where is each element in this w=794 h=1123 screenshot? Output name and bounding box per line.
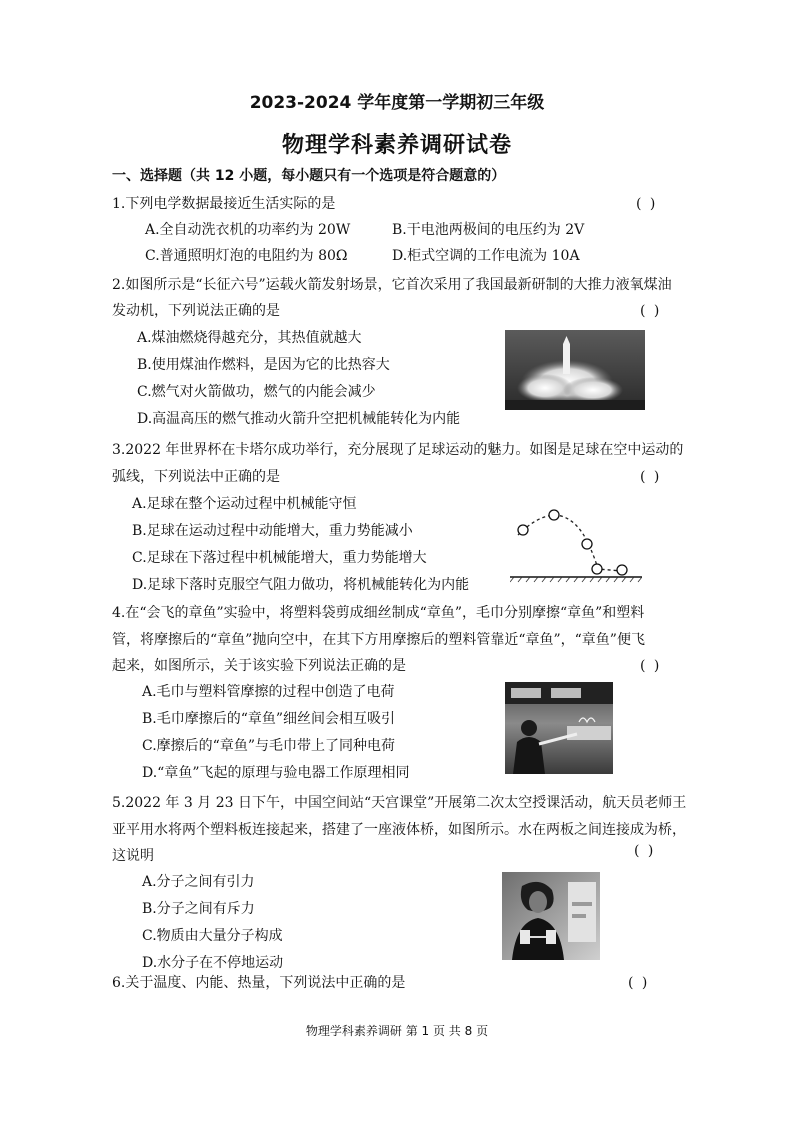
section-heading: 一、选择题（共 12 小题，每小题只有一个选项是符合题意的）	[112, 168, 506, 184]
question-4-option-d: D.“章鱼”飞起的原理与验电器工作原理相同	[142, 765, 410, 781]
page-footer: 物理学科素养调研 第 1 页 共 8 页	[305, 1024, 489, 1038]
question-4-stem-line-1: 4.在“会飞的章鱼”实验中，将塑料袋剪成细丝制成“章鱼”，毛巾分别摩擦“章鱼”和塑料	[112, 605, 645, 621]
question-3-stem-line-1: 3.2022 年世界杯在卡塔尔成功举行，充分展现了足球运动的魅力。如图是足球在空中运动的	[112, 442, 684, 458]
question-4-stem-line-3: 起来，如图所示，关于该实验下列说法正确的是	[112, 658, 406, 674]
question-1-answer-bracket: ( )	[636, 196, 658, 212]
question-2-answer-bracket: ( )	[640, 303, 662, 319]
question-5-stem-line-1: 5.2022 年 3 月 23 日下午，中国空间站“天宫课堂”开展第二次太空授课活动，航天员老师王	[112, 795, 687, 811]
question-5-option-a: A.分子之间有引力	[142, 874, 255, 890]
question-1-option-a: A.全自动洗衣机的功率约为 20W	[145, 222, 351, 238]
question-3-option-d: D.足球下落时克服空气阻力做功，将机械能转化为内能	[132, 577, 470, 593]
question-2-stem-line-2: 发动机，下列说法正确的是	[112, 303, 280, 319]
flying-octopus-photo	[505, 682, 613, 774]
exam-title-line1: 2023-2024 学年度第一学期初三年级	[249, 93, 545, 113]
question-3-answer-bracket: ( )	[640, 469, 662, 485]
question-4-stem-line-2: 管，将摩擦后的“章鱼”抛向空中，在其下方用摩擦后的塑料管靠近“章鱼”，“章鱼”便飞	[112, 632, 645, 648]
question-2-option-d: D.高温高压的燃气推动火箭升空把机械能转化为内能	[137, 411, 461, 427]
question-2-option-a: A.煤油燃烧得越充分，其热值就越大	[137, 330, 362, 346]
question-6-stem: 6.关于温度、内能、热量，下列说法中正确的是	[112, 975, 406, 991]
question-5-option-b: B.分子之间有斥力	[142, 901, 255, 917]
question-2-option-b: B.使用煤油作燃料，是因为它的比热容大	[137, 357, 390, 373]
football-trajectory-diagram	[510, 505, 642, 590]
question-5-answer-bracket: ( )	[634, 843, 656, 859]
question-5-option-d: D.水分子在不停地运动	[142, 955, 284, 971]
question-4-option-b: B.毛巾摩擦后的“章鱼”细丝间会相互吸引	[142, 711, 396, 727]
tiangong-classroom-photo	[502, 872, 600, 960]
question-1-option-d: D.柜式空调的工作电流为 10A	[392, 248, 580, 264]
question-4-option-a: A.毛巾与塑料管摩擦的过程中创造了电荷	[142, 684, 395, 700]
question-5-stem-line-2: 亚平用水将两个塑料板连接起来，搭建了一座液体桥，如图所示。水在两板之间连接成为桥，	[112, 822, 686, 838]
exam-title-line2: 物理学科素养调研试卷	[281, 133, 512, 158]
rocket-launch-photo	[505, 330, 645, 410]
question-2-option-c: C.燃气对火箭做功，燃气的内能会减少	[137, 384, 376, 400]
question-3-stem-line-2: 弧线，下列说法中正确的是	[112, 469, 280, 485]
question-3-option-c: C.足球在下落过程中机械能增大，重力势能增大	[132, 550, 427, 566]
question-1-option-b: B.干电池两极间的电压约为 2V	[392, 222, 585, 238]
question-3-option-b: B.足球在运动过程中动能增大，重力势能减小	[132, 523, 413, 539]
question-3-option-a: A.足球在整个运动过程中机械能守恒	[132, 496, 357, 512]
question-4-option-c: C.摩擦后的“章鱼”与毛巾带上了同种电荷	[142, 738, 395, 754]
question-6-answer-bracket: ( )	[628, 975, 650, 991]
question-5-option-c: C.物质由大量分子构成	[142, 928, 283, 944]
question-1-stem: 1.下列电学数据最接近生活实际的是	[112, 196, 336, 212]
question-2-stem-line-1: 2.如图所示是“长征六号”运载火箭发射场景，它首次采用了我国最新研制的大推力液氧煤油	[112, 277, 672, 293]
question-4-answer-bracket: ( )	[640, 658, 662, 674]
question-1-option-c: C.普通照明灯泡的电阻约为 80Ω	[145, 248, 348, 264]
question-5-stem-line-3: 这说明	[112, 848, 154, 864]
